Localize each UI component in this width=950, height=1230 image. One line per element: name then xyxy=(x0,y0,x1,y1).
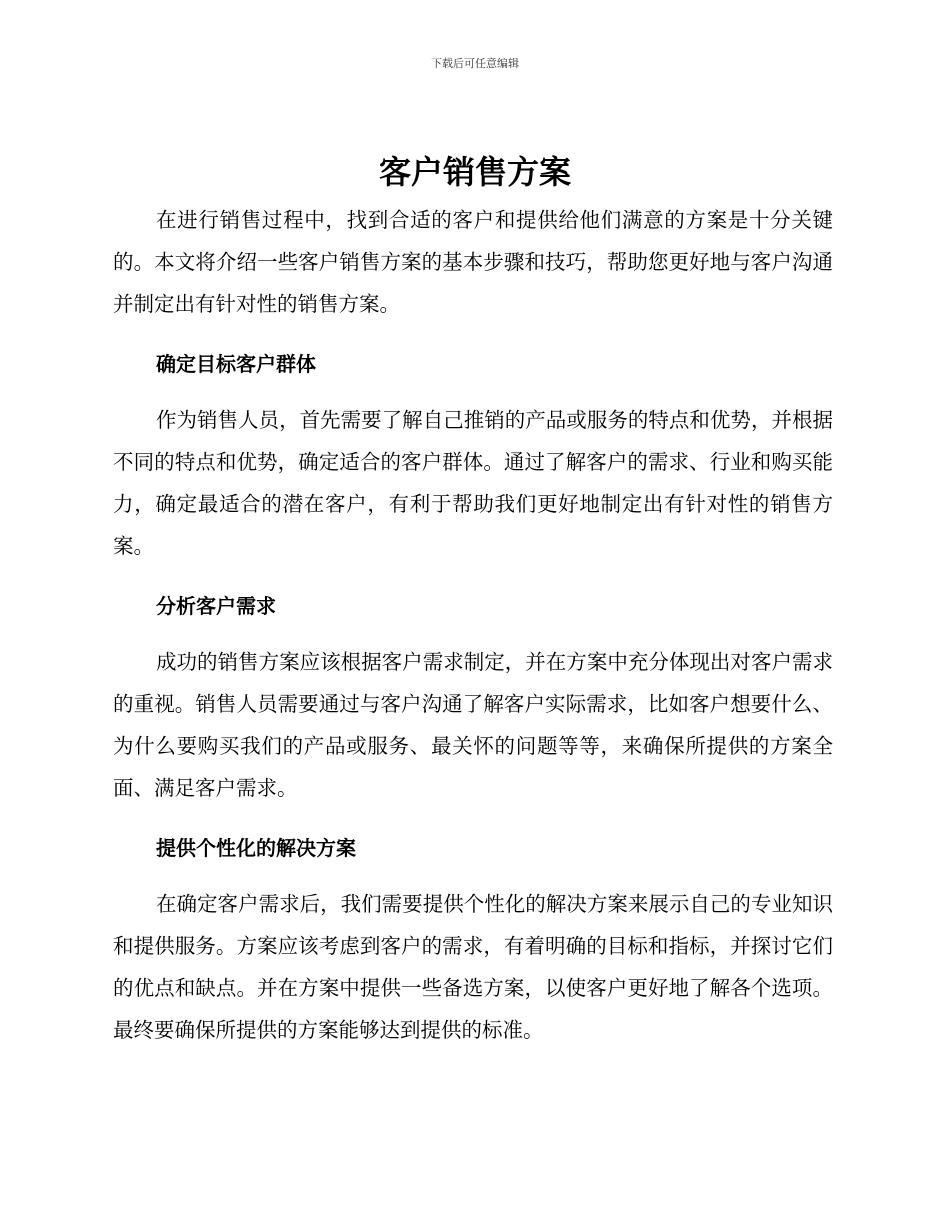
header-note: 下载后可任意编辑 xyxy=(431,57,519,70)
section-heading-personalized-solutions: 提供个性化的解决方案 xyxy=(156,836,356,860)
section-heading-target-customers: 确定目标客户群体 xyxy=(156,352,316,376)
intro-paragraph: 在进行销售过程中，找到合适的客户和提供给他们满意的方案是十分关键的。本文将介绍一些客户销售方案的基本步骤和技巧，帮助您更好地与客户沟通并制定出有针对性的销售方案。 xyxy=(113,208,833,316)
section-body-personalized-solutions: 在确定客户需求后，我们需要提供个性化的解决方案来展示自己的专业知识和提供服务。方案应该考虑到客户的需求，有着明确的目标和指标，并探讨它们的优点和缺点。并在方案中提供一些备选方案，以使客户更好地了解各个选项。最终要确保所提供的方案能够达到提供的标准。 xyxy=(113,892,833,1042)
section-heading-customer-needs: 分析客户需求 xyxy=(156,594,276,618)
document-body xyxy=(113,199,833,1051)
document-title: 客户销售方案 xyxy=(378,153,571,191)
section-body-target-customers: 作为销售人员，首先需要了解自己推销的产品或服务的特点和优势，并根据不同的特点和优势，确定适合的客户群体。通过了解客户的需求、行业和购买能力，确定最适合的潜在客户，有利于帮助我们更好地制定出有针对性的销售方案。 xyxy=(113,408,833,558)
section-body-customer-needs: 成功的销售方案应该根据客户需求制定，并在方案中充分体现出对客户需求的重视。销售人员需要通过与客户沟通了解客户实际需求，比如客户想要什么、为什么要购买我们的产品或服务、最关怀的问题等等，来确保所提供的方案全面、满足客户需求。 xyxy=(113,650,833,800)
